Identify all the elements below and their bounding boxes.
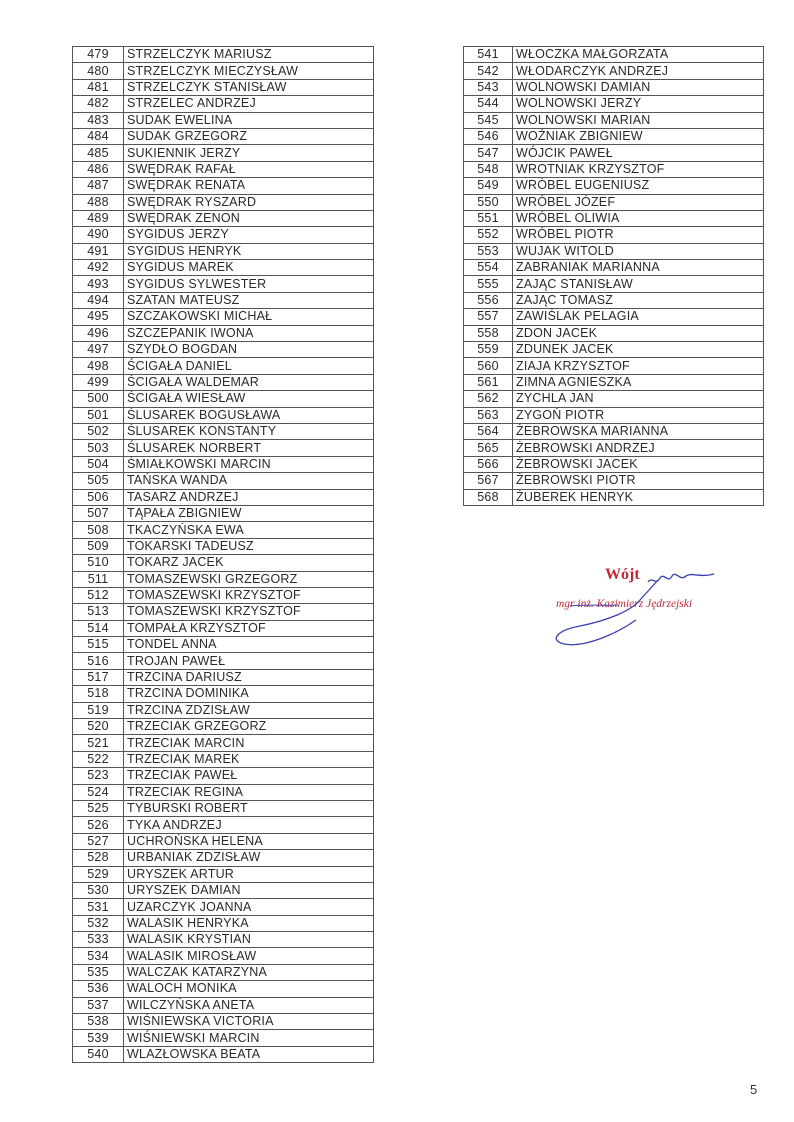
row-number: 546 bbox=[464, 128, 513, 144]
row-number: 545 bbox=[464, 112, 513, 128]
person-name: ŚCIGAŁA WIESŁAW bbox=[124, 391, 374, 407]
table-row bbox=[464, 407, 764, 423]
person-name: ŚCIGAŁA DANIEL bbox=[124, 358, 374, 374]
row-number: 517 bbox=[73, 669, 124, 685]
row-number: 540 bbox=[73, 1046, 124, 1062]
row-number: 568 bbox=[464, 489, 513, 505]
table-row bbox=[73, 538, 374, 554]
row-number: 481 bbox=[73, 79, 124, 95]
row-number: 497 bbox=[73, 342, 124, 358]
person-name: ŻEBROWSKI PIOTR bbox=[513, 473, 764, 489]
table-row bbox=[73, 96, 374, 112]
row-number: 500 bbox=[73, 391, 124, 407]
row-number: 508 bbox=[73, 522, 124, 538]
row-number: 491 bbox=[73, 243, 124, 259]
person-name: ZIMNA AGNIESZKA bbox=[513, 374, 764, 390]
table-row bbox=[73, 358, 374, 374]
person-name: TĄPAŁA ZBIGNIEW bbox=[124, 505, 374, 521]
person-name: ŚLUSAREK NORBERT bbox=[124, 440, 374, 456]
table-row bbox=[73, 981, 374, 997]
row-number: 551 bbox=[464, 210, 513, 226]
row-number: 513 bbox=[73, 604, 124, 620]
person-name: SWĘDRAK ZENON bbox=[124, 210, 374, 226]
person-name: WALOCH MONIKA bbox=[124, 981, 374, 997]
person-name: SUDAK GRZEGORZ bbox=[124, 128, 374, 144]
person-name: WALASIK KRYSTIAN bbox=[124, 932, 374, 948]
table-row bbox=[73, 47, 374, 63]
table-row bbox=[73, 276, 374, 292]
table-row bbox=[73, 473, 374, 489]
person-name: SWĘDRAK RYSZARD bbox=[124, 194, 374, 210]
person-name: SYGIDUS MAREK bbox=[124, 260, 374, 276]
person-name: ŚLUSAREK BOGUSŁAWA bbox=[124, 407, 374, 423]
row-number: 482 bbox=[73, 96, 124, 112]
row-number: 494 bbox=[73, 292, 124, 308]
table-row bbox=[73, 735, 374, 751]
person-name: ŚMIAŁKOWSKI MARCIN bbox=[124, 456, 374, 472]
row-number: 555 bbox=[464, 276, 513, 292]
person-name: TASARZ ANDRZEJ bbox=[124, 489, 374, 505]
person-name: SWĘDRAK RAFAŁ bbox=[124, 161, 374, 177]
table-row bbox=[73, 964, 374, 980]
table-row bbox=[73, 620, 374, 636]
person-name: SUKIENNIK JERZY bbox=[124, 145, 374, 161]
person-name: WOLNOWSKI JERZY bbox=[513, 96, 764, 112]
person-name: WIŚNIEWSKI MARCIN bbox=[124, 1030, 374, 1046]
names-table-right bbox=[463, 46, 764, 506]
table-row bbox=[464, 489, 764, 505]
table-row bbox=[464, 309, 764, 325]
person-name: SYGIDUS SYLWESTER bbox=[124, 276, 374, 292]
row-number: 532 bbox=[73, 915, 124, 931]
row-number: 565 bbox=[464, 440, 513, 456]
person-name: SYGIDUS JERZY bbox=[124, 227, 374, 243]
person-name: ŚCIGAŁA WALDEMAR bbox=[124, 374, 374, 390]
person-name: SYGIDUS HENRYK bbox=[124, 243, 374, 259]
table-row bbox=[464, 473, 764, 489]
person-name: ZABRANIAK MARIANNA bbox=[513, 260, 764, 276]
table-row bbox=[464, 178, 764, 194]
table-row bbox=[73, 866, 374, 882]
row-number: 503 bbox=[73, 440, 124, 456]
handwritten-signature bbox=[540, 560, 720, 660]
row-number: 498 bbox=[73, 358, 124, 374]
row-number: 505 bbox=[73, 473, 124, 489]
person-name: WROTNIAK KRZYSZTOF bbox=[513, 161, 764, 177]
row-number: 560 bbox=[464, 358, 513, 374]
person-name: TOMASZEWSKI KRZYSZTOF bbox=[124, 604, 374, 620]
row-number: 562 bbox=[464, 391, 513, 407]
table-row bbox=[464, 79, 764, 95]
row-number: 554 bbox=[464, 260, 513, 276]
person-name: STRZELEC ANDRZEJ bbox=[124, 96, 374, 112]
row-number: 519 bbox=[73, 702, 124, 718]
person-name: SZCZAKOWSKI MICHAŁ bbox=[124, 309, 374, 325]
table-row bbox=[73, 292, 374, 308]
row-number: 529 bbox=[73, 866, 124, 882]
row-number: 521 bbox=[73, 735, 124, 751]
person-name: TOKARZ JACEK bbox=[124, 555, 374, 571]
table-row bbox=[73, 309, 374, 325]
row-number: 510 bbox=[73, 555, 124, 571]
row-number: 544 bbox=[464, 96, 513, 112]
row-number: 530 bbox=[73, 882, 124, 898]
table-row bbox=[73, 243, 374, 259]
table-row bbox=[73, 522, 374, 538]
person-name: TOMASZEWSKI GRZEGORZ bbox=[124, 571, 374, 587]
row-number: 556 bbox=[464, 292, 513, 308]
person-name: TOMPAŁA KRZYSZTOF bbox=[124, 620, 374, 636]
table-row bbox=[73, 227, 374, 243]
row-number: 564 bbox=[464, 423, 513, 439]
person-name: WALASIK HENRYKA bbox=[124, 915, 374, 931]
person-name: WÓJCIK PAWEŁ bbox=[513, 145, 764, 161]
person-name: STRZELCZYK STANISŁAW bbox=[124, 79, 374, 95]
table-row bbox=[464, 243, 764, 259]
table-row bbox=[73, 899, 374, 915]
table-row bbox=[73, 719, 374, 735]
person-name: TROJAN PAWEŁ bbox=[124, 653, 374, 669]
row-number: 523 bbox=[73, 768, 124, 784]
person-name: TOKARSKI TADEUSZ bbox=[124, 538, 374, 554]
table-row bbox=[464, 374, 764, 390]
table-row bbox=[73, 407, 374, 423]
person-name: UCHROŃSKA HELENA bbox=[124, 833, 374, 849]
row-number: 563 bbox=[464, 407, 513, 423]
row-number: 479 bbox=[73, 47, 124, 63]
table-row bbox=[464, 391, 764, 407]
person-name: TRZECIAK MAREK bbox=[124, 751, 374, 767]
person-name: ZAJĄC STANISŁAW bbox=[513, 276, 764, 292]
person-name: UZARCZYK JOANNA bbox=[124, 899, 374, 915]
person-name: TRZECIAK PAWEŁ bbox=[124, 768, 374, 784]
table-row bbox=[73, 210, 374, 226]
person-name: ZDUNEK JACEK bbox=[513, 342, 764, 358]
row-number: 528 bbox=[73, 850, 124, 866]
person-name: ZAJĄC TOMASZ bbox=[513, 292, 764, 308]
names-table-right-body bbox=[464, 47, 764, 506]
table-row bbox=[464, 440, 764, 456]
person-name: WUJAK WITOLD bbox=[513, 243, 764, 259]
person-name: TRZECIAK REGINA bbox=[124, 784, 374, 800]
page-number: 5 bbox=[750, 1082, 758, 1097]
row-number: 525 bbox=[73, 800, 124, 816]
row-number: 548 bbox=[464, 161, 513, 177]
person-name: ŻEBROWSKI JACEK bbox=[513, 456, 764, 472]
row-number: 499 bbox=[73, 374, 124, 390]
table-row bbox=[73, 1030, 374, 1046]
row-number: 559 bbox=[464, 342, 513, 358]
table-row bbox=[464, 194, 764, 210]
person-name: TRZCINA DOMINIKA bbox=[124, 686, 374, 702]
person-name: TYKA ANDRZEJ bbox=[124, 817, 374, 833]
row-number: 537 bbox=[73, 997, 124, 1013]
table-row bbox=[464, 358, 764, 374]
table-row bbox=[464, 456, 764, 472]
table-row bbox=[73, 932, 374, 948]
table-row bbox=[73, 702, 374, 718]
row-number: 483 bbox=[73, 112, 124, 128]
row-number: 495 bbox=[73, 309, 124, 325]
person-name: TYBURSKI ROBERT bbox=[124, 800, 374, 816]
table-row bbox=[73, 112, 374, 128]
table-row bbox=[73, 587, 374, 603]
row-number: 492 bbox=[73, 260, 124, 276]
table-row bbox=[73, 79, 374, 95]
row-number: 485 bbox=[73, 145, 124, 161]
row-number: 512 bbox=[73, 587, 124, 603]
person-name: SZYDŁO BOGDAN bbox=[124, 342, 374, 358]
row-number: 542 bbox=[464, 63, 513, 79]
row-number: 550 bbox=[464, 194, 513, 210]
table-row bbox=[73, 768, 374, 784]
row-number: 514 bbox=[73, 620, 124, 636]
person-name: WOLNOWSKI MARIAN bbox=[513, 112, 764, 128]
table-row bbox=[464, 112, 764, 128]
person-name: ŻEBROWSKI ANDRZEJ bbox=[513, 440, 764, 456]
person-name: ZAWIŚLAK PELAGIA bbox=[513, 309, 764, 325]
person-name: WALASIK MIROSŁAW bbox=[124, 948, 374, 964]
table-row bbox=[73, 751, 374, 767]
row-number: 566 bbox=[464, 456, 513, 472]
person-name: TRZECIAK MARCIN bbox=[124, 735, 374, 751]
person-name: TRZCINA ZDZISŁAW bbox=[124, 702, 374, 718]
table-row bbox=[73, 850, 374, 866]
row-number: 552 bbox=[464, 227, 513, 243]
table-row bbox=[73, 882, 374, 898]
row-number: 522 bbox=[73, 751, 124, 767]
table-row bbox=[464, 292, 764, 308]
person-name: WIŚNIEWSKA VICTORIA bbox=[124, 1014, 374, 1030]
row-number: 524 bbox=[73, 784, 124, 800]
row-number: 558 bbox=[464, 325, 513, 341]
row-number: 549 bbox=[464, 178, 513, 194]
person-name: STRZELCZYK MIECZYSŁAW bbox=[124, 63, 374, 79]
table-row bbox=[464, 260, 764, 276]
person-name: SWĘDRAK RENATA bbox=[124, 178, 374, 194]
table-row bbox=[73, 145, 374, 161]
table-row bbox=[73, 915, 374, 931]
table-row bbox=[73, 456, 374, 472]
row-number: 557 bbox=[464, 309, 513, 325]
row-number: 487 bbox=[73, 178, 124, 194]
row-number: 490 bbox=[73, 227, 124, 243]
person-name: TKACZYŃSKA EWA bbox=[124, 522, 374, 538]
table-row bbox=[464, 210, 764, 226]
row-number: 488 bbox=[73, 194, 124, 210]
table-row bbox=[464, 128, 764, 144]
names-table-left bbox=[72, 46, 374, 1063]
row-number: 536 bbox=[73, 981, 124, 997]
table-row bbox=[464, 325, 764, 341]
row-number: 531 bbox=[73, 899, 124, 915]
person-name: WOLNOWSKI DAMIAN bbox=[513, 79, 764, 95]
table-row bbox=[73, 1014, 374, 1030]
person-name: WOŹNIAK ZBIGNIEW bbox=[513, 128, 764, 144]
table-row bbox=[73, 948, 374, 964]
row-number: 539 bbox=[73, 1030, 124, 1046]
table-row bbox=[73, 637, 374, 653]
row-number: 511 bbox=[73, 571, 124, 587]
row-number: 480 bbox=[73, 63, 124, 79]
row-number: 567 bbox=[464, 473, 513, 489]
row-number: 538 bbox=[73, 1014, 124, 1030]
table-row bbox=[73, 997, 374, 1013]
table-row bbox=[73, 505, 374, 521]
person-name: ŻEBROWSKA MARIANNA bbox=[513, 423, 764, 439]
row-number: 516 bbox=[73, 653, 124, 669]
person-name: WŁOCZKA MAŁGORZATA bbox=[513, 47, 764, 63]
table-row bbox=[73, 63, 374, 79]
table-row bbox=[73, 161, 374, 177]
row-number: 561 bbox=[464, 374, 513, 390]
row-number: 489 bbox=[73, 210, 124, 226]
row-number: 502 bbox=[73, 423, 124, 439]
person-name: ŚLUSAREK KONSTANTY bbox=[124, 423, 374, 439]
person-name: URBANIAK ZDZISŁAW bbox=[124, 850, 374, 866]
stamp-name: mgr inż. Kazimierz Jędrzejski bbox=[556, 598, 693, 610]
person-name: ZIAJA KRZYSZTOF bbox=[513, 358, 764, 374]
table-row bbox=[464, 423, 764, 439]
table-row bbox=[73, 128, 374, 144]
table-row bbox=[73, 784, 374, 800]
row-number: 520 bbox=[73, 719, 124, 735]
table-row bbox=[73, 817, 374, 833]
person-name: TOMASZEWSKI KRZYSZTOF bbox=[124, 587, 374, 603]
names-table-left-body bbox=[73, 47, 374, 1063]
row-number: 535 bbox=[73, 964, 124, 980]
row-number: 547 bbox=[464, 145, 513, 161]
table-row bbox=[464, 145, 764, 161]
table-row bbox=[73, 374, 374, 390]
person-name: ZDON JACEK bbox=[513, 325, 764, 341]
table-row bbox=[73, 555, 374, 571]
table-row bbox=[464, 47, 764, 63]
person-name: TRZCINA DARIUSZ bbox=[124, 669, 374, 685]
row-number: 527 bbox=[73, 833, 124, 849]
table-row bbox=[464, 227, 764, 243]
row-number: 534 bbox=[73, 948, 124, 964]
person-name: SUDAK EWELINA bbox=[124, 112, 374, 128]
person-name: WRÓBEL EUGENIUSZ bbox=[513, 178, 764, 194]
table-row bbox=[73, 178, 374, 194]
person-name: WILCZYŃSKA ANETA bbox=[124, 997, 374, 1013]
row-number: 484 bbox=[73, 128, 124, 144]
table-row bbox=[73, 423, 374, 439]
person-name: ZYCHLA JAN bbox=[513, 391, 764, 407]
table-row bbox=[73, 489, 374, 505]
person-name: TONDEL ANNA bbox=[124, 637, 374, 653]
person-name: URYSZEK ARTUR bbox=[124, 866, 374, 882]
person-name: WRÓBEL PIOTR bbox=[513, 227, 764, 243]
table-row bbox=[73, 800, 374, 816]
table-row bbox=[464, 63, 764, 79]
row-number: 533 bbox=[73, 932, 124, 948]
table-row bbox=[73, 1046, 374, 1062]
row-number: 504 bbox=[73, 456, 124, 472]
person-name: WRÓBEL JÓZEF bbox=[513, 194, 764, 210]
table-row bbox=[73, 325, 374, 341]
person-name: URYSZEK DAMIAN bbox=[124, 882, 374, 898]
table-row bbox=[73, 686, 374, 702]
row-number: 496 bbox=[73, 325, 124, 341]
person-name: WALCZAK KATARZYNA bbox=[124, 964, 374, 980]
person-name: SZCZEPANIK IWONA bbox=[124, 325, 374, 341]
person-name: TAŃSKA WANDA bbox=[124, 473, 374, 489]
table-row bbox=[73, 342, 374, 358]
row-number: 507 bbox=[73, 505, 124, 521]
person-name: STRZELCZYK MARIUSZ bbox=[124, 47, 374, 63]
table-row bbox=[73, 571, 374, 587]
table-row bbox=[73, 833, 374, 849]
table-row bbox=[464, 96, 764, 112]
table-row bbox=[73, 260, 374, 276]
person-name: ŻUBEREK HENRYK bbox=[513, 489, 764, 505]
table-row bbox=[73, 440, 374, 456]
person-name: TRZECIAK GRZEGORZ bbox=[124, 719, 374, 735]
table-row bbox=[464, 342, 764, 358]
stamp-title: Wójt bbox=[605, 566, 640, 583]
table-row bbox=[73, 653, 374, 669]
row-number: 493 bbox=[73, 276, 124, 292]
row-number: 506 bbox=[73, 489, 124, 505]
row-number: 541 bbox=[464, 47, 513, 63]
person-name: ZYGOŃ PIOTR bbox=[513, 407, 764, 423]
row-number: 518 bbox=[73, 686, 124, 702]
person-name: SZATAN MATEUSZ bbox=[124, 292, 374, 308]
row-number: 501 bbox=[73, 407, 124, 423]
table-row bbox=[73, 669, 374, 685]
person-name: WRÓBEL OLIWIA bbox=[513, 210, 764, 226]
table-row bbox=[73, 391, 374, 407]
row-number: 543 bbox=[464, 79, 513, 95]
row-number: 553 bbox=[464, 243, 513, 259]
row-number: 526 bbox=[73, 817, 124, 833]
table-row bbox=[464, 161, 764, 177]
row-number: 509 bbox=[73, 538, 124, 554]
row-number: 486 bbox=[73, 161, 124, 177]
table-row bbox=[464, 276, 764, 292]
table-row bbox=[73, 194, 374, 210]
person-name: WLAZŁOWSKA BEATA bbox=[124, 1046, 374, 1062]
person-name: WŁODARCZYK ANDRZEJ bbox=[513, 63, 764, 79]
row-number: 515 bbox=[73, 637, 124, 653]
table-row bbox=[73, 604, 374, 620]
